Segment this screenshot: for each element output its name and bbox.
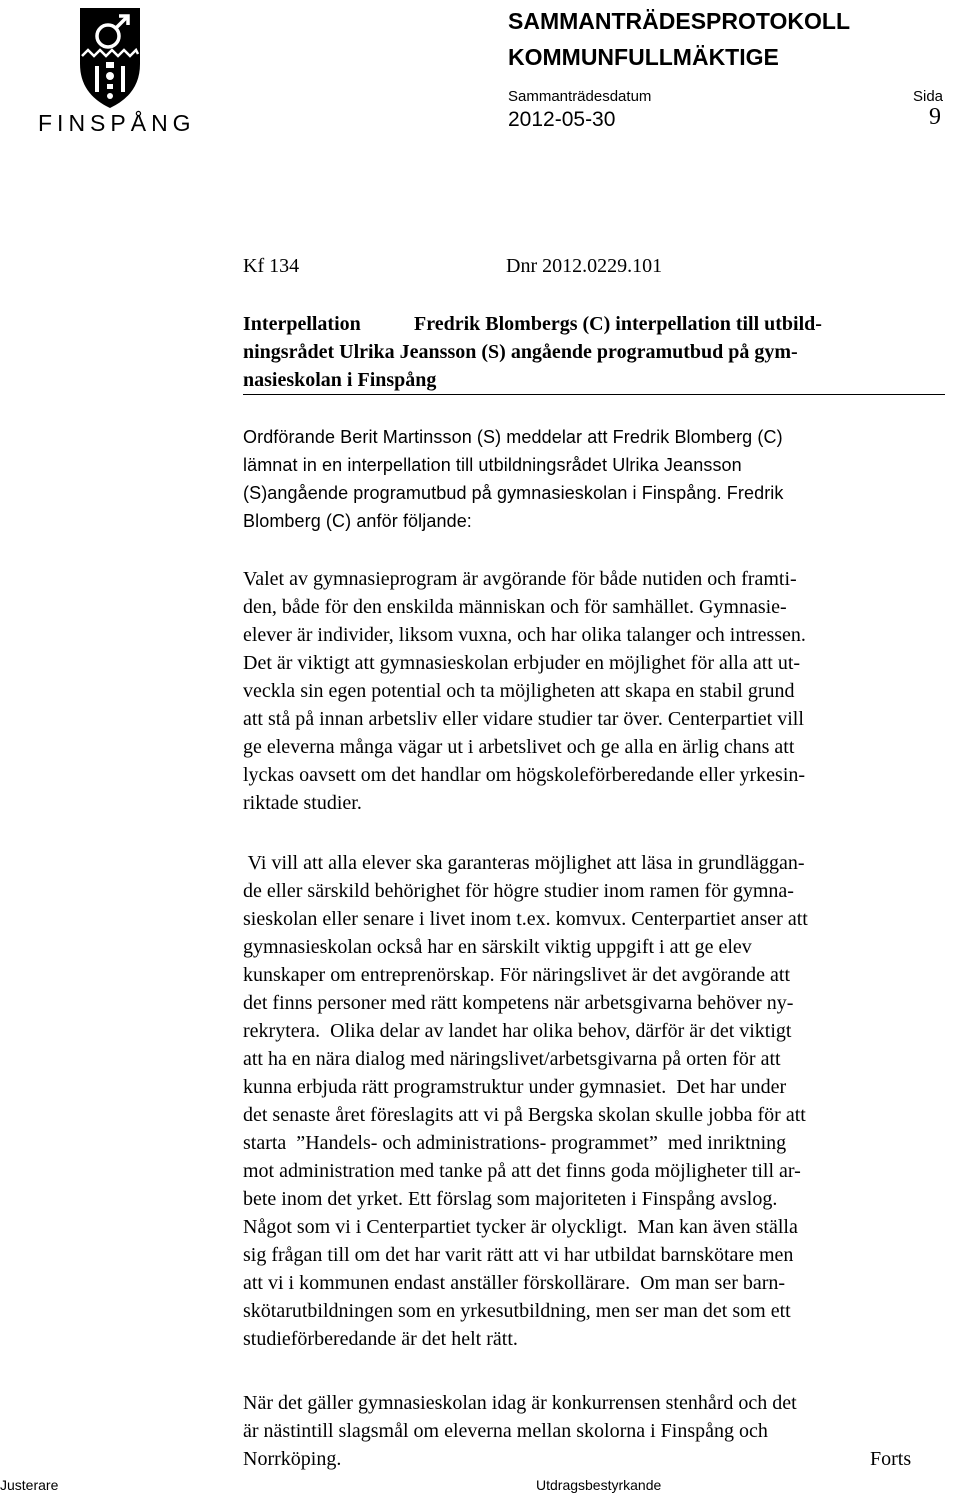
text-line: sig frågan till om det har varit rätt att vi har utbildat barnskötare men — [243, 1244, 794, 1266]
document-subtitle: KOMMUNFULLMÄKTIGE — [508, 44, 779, 70]
diary-number: Dnr 2012.0229.101 — [506, 255, 663, 277]
text-line: Något som vi i Centerpartiet tycker är olyckligt. Man kan även ställa — [243, 1216, 798, 1238]
quote-paragraph-3 — [243, 1389, 943, 1473]
intro-text — [243, 423, 943, 535]
meeting-date: 2012-05-30 — [508, 108, 616, 131]
text-line: sieskolan eller senare i livet inom t.ex. komvux. Centerpartiet anser att — [243, 908, 808, 930]
heading-label: Interpellation — [243, 313, 361, 335]
text-line: skötarutbildningen som en yrkesutbildning, men ser man det som ett — [243, 1300, 791, 1322]
logo-wordmark: FINSPÅNG — [38, 110, 196, 136]
text-line: mot administration med tanke på att det finns goda möjligheter till ar- — [243, 1160, 801, 1182]
text-line: Norrköping. — [243, 1448, 342, 1470]
text-line: Valet av gymnasieprogram är avgörande för både nutiden och framti- — [243, 568, 797, 590]
text-line: riktade studier. — [243, 792, 362, 814]
coat-of-arms-icon — [30, 6, 190, 110]
municipality-logo — [30, 6, 196, 136]
footer-adjusters-label: Justerare — [0, 1477, 59, 1493]
meeting-date-label: Sammanträdesdatum — [508, 88, 652, 105]
text-line: gymnasieskolan också har en särskilt viktig uppgift i att ge elev — [243, 936, 752, 958]
text-line: starta ”Handels- och administrations- programmet” med inriktning — [243, 1132, 787, 1154]
text-line: att vi i kommunen endast anställer förskollärare. Om man ser barn- — [243, 1272, 786, 1294]
text-line: studieförberedande är det helt rätt. — [243, 1328, 518, 1350]
text-line: (S)angående programutbud på gymnasieskolan i Finspång. Fredrik — [243, 483, 784, 503]
text-line: elever är individer, liksom vuxna, och har olika talanger och intressen. — [243, 624, 806, 646]
text-line: ge eleverna många vägar ut i arbetslivet och ge alla en ärlig chans att — [243, 736, 795, 758]
text-line: att stå på innan arbetsliv eller vidare studier tar över. Centerpartiet vill — [243, 708, 804, 730]
text-line: kunna erbjuda rätt programstruktur under gymnasiet. Det har under — [243, 1076, 787, 1098]
document-title: SAMMANTRÄDESPROTOKOLL — [508, 8, 851, 34]
text-line: de eller särskild behörighet för högre studier inom ramen för gymna- — [243, 880, 794, 902]
text-line: Blomberg (C) anför följande: — [243, 511, 472, 531]
page-number: 9 — [929, 104, 941, 130]
text-line: bete inom det yrket. Ett förslag som majoriteten i Finspång avslog. — [243, 1188, 778, 1210]
quote-paragraph-1 — [243, 565, 943, 817]
heading-divider — [243, 394, 945, 395]
quote-paragraph-2 — [243, 849, 943, 1353]
page-label: Sida — [913, 88, 944, 105]
text-line: det senaste året föreslagits att vi på Bergska skolan skulle jobba för att — [243, 1104, 806, 1126]
text-line: När det gäller gymnasieskolan idag är konkurrensen stenhård och det — [243, 1392, 797, 1414]
text-line: det finns personer med rätt kompetens när arbetsgivarna behöver ny- — [243, 992, 794, 1014]
text-line: lyckas oavsett om det handlar om högskoleförberedande eller yrkesin- — [243, 764, 806, 786]
heading-line: Fredrik Blombergs (C) interpellation till utbild- — [414, 313, 822, 335]
text-line: är nästintill slagsmål om eleverna mellan skolorna i Finspång och — [243, 1420, 768, 1442]
text-line: rekrytera. Olika delar av landet har olika behov, därför är det viktigt — [243, 1020, 792, 1042]
text-line: Vi vill att alla elever ska garanteras möjlighet att läsa in grundläggan- — [243, 852, 805, 874]
heading-line: ningsrådet Ulrika Jeansson (S) angående programutbud på gym- — [243, 341, 798, 363]
text-line: att ha en nära dialog med näringslivet/arbetsgivarna på orten för att — [243, 1048, 781, 1070]
text-line: kunskaper om entreprenörskap. För näringslivet är det avgörande att — [243, 964, 791, 986]
text-line: veckla sin egen potential och ta möjligheten att skapa en stabil grund — [243, 680, 795, 702]
text-line: lämnat in en interpellation till utbildningsrådet Ulrika Jeansson — [243, 455, 742, 475]
text-line: Ordförande Berit Martinsson (S) meddelar att Fredrik Blomberg (C) — [243, 427, 783, 447]
heading-line: nasieskolan i Finspång — [243, 369, 437, 391]
footer-certification-label: Utdragsbestyrkande — [536, 1477, 662, 1493]
text-line: den, både för den enskilda människan och för samhället. Gymnasie- — [243, 596, 787, 618]
paragraph-ref: Kf 134 — [243, 255, 300, 277]
text-line: Det är viktigt att gymnasieskolan erbjuder en möjlighet för alla att ut- — [243, 652, 801, 674]
continued-label: Forts — [870, 1448, 912, 1470]
